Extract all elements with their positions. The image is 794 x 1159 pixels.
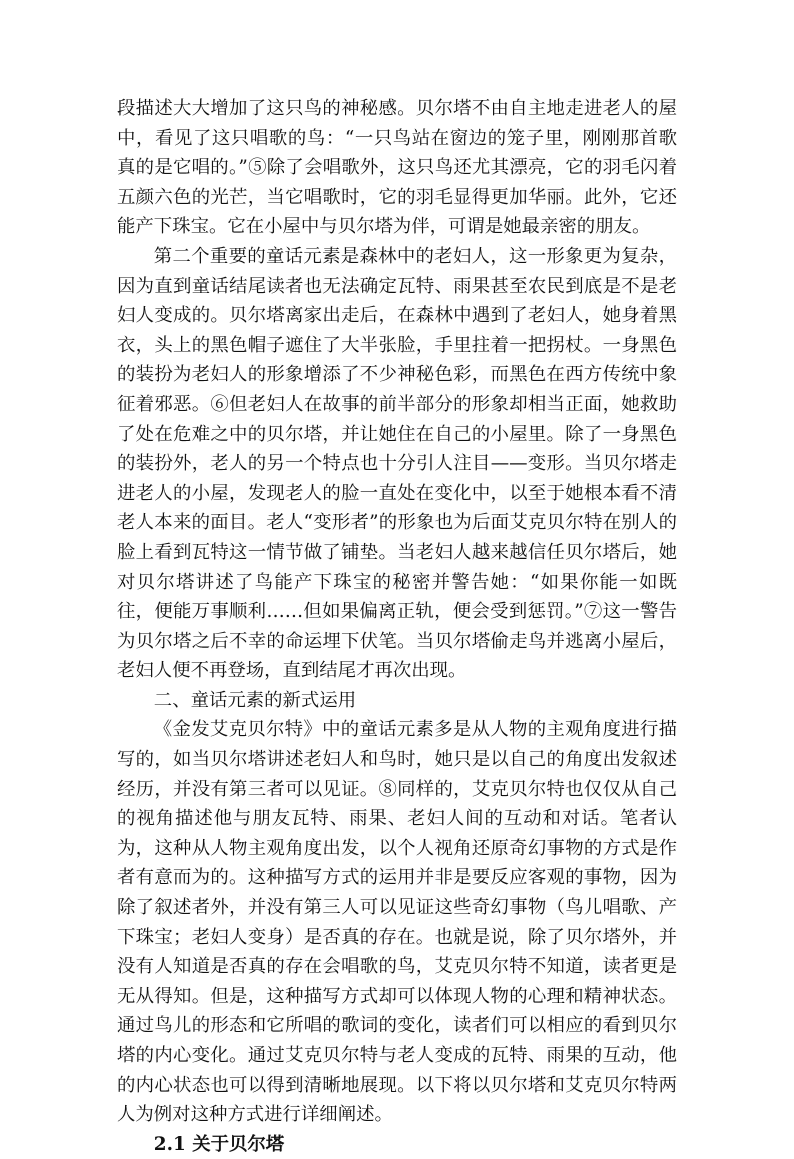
paragraph-new-usage: 《金发艾克贝尔特》中的童话元素多是从人物的主观角度进行描写的，如当贝尔塔讲述老妇人和鸟时，她只是以自己的角度出发叙述经历，并没有第三者可以见证。⑧同样的，艾克贝尔特也仅仅从自己的视角描述他与朋友瓦特、雨果、老妇人间的互动和对话。笔者认为，这种从人物主观角度出发，以个人视角还原奇幻事物的方式是作者有意而为的。这种描写方式的运用并非是要反应客观的事物，因为除了叙述者外，并没有第三人可以见证这些奇幻事物（鸟儿唱歌、产下珠宝；老妇人变身）是否真的存在。也就是说，除了贝尔塔外，并没有人知道是否真的存在会唱歌的鸟，艾克贝尔特不知道，读者更是无从得知。但是，这种描写方式却可以体现人物的心理和精神状态。通过鸟儿的形态和它所唱的歌词的变化，读者们可以相应的看到贝尔塔的内心变化。通过艾克贝尔特与老人变成的瓦特、雨果的互动，他的内心状态也可以得到清晰地展现。以下将以贝尔塔和艾克贝尔特两人为例对这种方式进行详细阐述。: [117, 719, 677, 1126]
document-page: [117, 94, 677, 1159]
subsection-heading: 2.1 关于贝尔塔: [153, 1133, 285, 1155]
paragraph-old-woman: 第二个重要的童话元素是森林中的老妇人，这一形象更为复杂，因为直到童话结尾读者也无法确定瓦特、雨果甚至农民到底是不是老妇人变成的。贝尔塔离家出走后，在森林中遇到了老妇人，她身着黑衣，头上的黑色帽子遮住了大半张脸，手里拄着一把拐杖。一身黑色的装扮为老妇人的形象增添了不少神秘色彩，而黑色在西方传统中象征着邪恶。⑥但老妇人在故事的前半部分的形象却相当正面，她救助了处在危难之中的贝尔塔，并让她住在自己的小屋里。除了一身黑色的装扮外，老人的另一个特点也十分引人注目——变形。当贝尔塔走进老人的小屋，发现老人的脸一直处在变化中，以至于她根本看不清老人本来的面目。老人“变形者”的形象也为后面艾克贝尔特在别人的脸上看到瓦特这一情节做了铺垫。当老妇人越来越信任贝尔塔后，她对贝尔塔讲述了鸟能产下珠宝的秘密并警告她：“如果你能一如既往，便能万事顺利……但如果偏离正轨，便会受到惩罚。”⑦这一警告为贝尔塔之后不幸的命运埋下伏笔。当贝尔塔偷走鸟并逃离小屋后，老妇人便不再登场，直到结尾才再次出现。: [117, 245, 677, 682]
section-heading: 二、童话元素的新式运用: [153, 689, 357, 711]
paragraph-bird-description: 段描述大大增加了这只鸟的神秘感。贝尔塔不由自主地走进老人的屋中，看见了这只唱歌的鸟：“一只鸟站在窗边的笼子里，刚刚那首歌真的是它唱的。”⑤除了会唱歌外，这只鸟还尤其漂亮，它的羽毛闪着五颜六色的光芒，当它唱歌时，它的羽毛显得更加华丽。此外，它还能产下珠宝。它在小屋中与贝尔塔为伴，可谓是她最亲密的朋友。: [117, 98, 677, 238]
